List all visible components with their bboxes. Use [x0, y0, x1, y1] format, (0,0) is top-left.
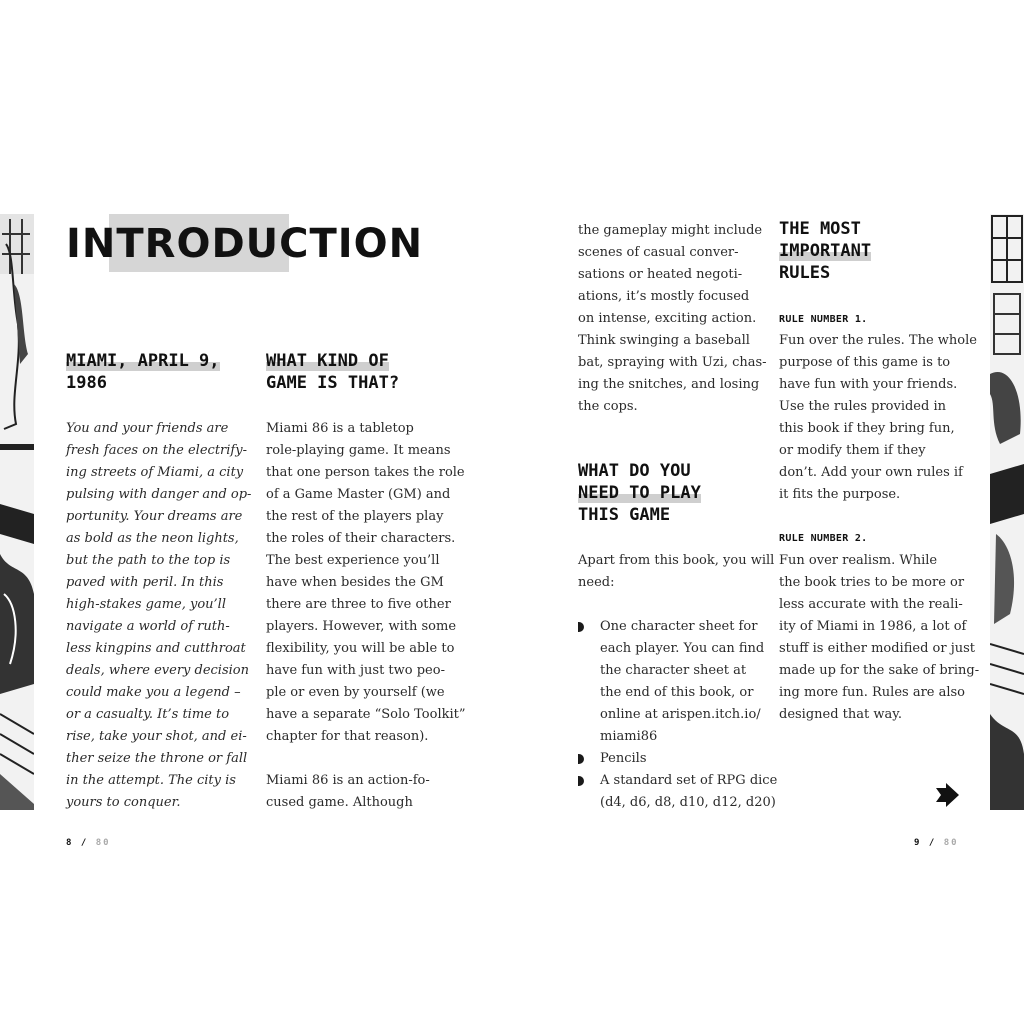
text-line: have fun with just two peo-	[266, 663, 445, 678]
text-line: Fun over the rules. The whole	[779, 333, 977, 348]
page-total: 80	[943, 838, 959, 848]
text-line: Miami 86 is a tabletop	[266, 421, 414, 436]
text-line: A standard set of RPG dice	[600, 773, 778, 788]
page-total: 80	[95, 838, 111, 848]
text-line: have fun with your friends.	[779, 377, 958, 392]
text-line: designed that way.	[779, 707, 903, 722]
heading-line: NEED TO PLAY	[578, 483, 701, 503]
text-line: One character sheet for	[600, 619, 758, 634]
text-line: online at arispen.itch.io/	[600, 707, 761, 722]
section-heading-most-important-rules	[779, 218, 871, 284]
text-line: made up for the sake of bring-	[779, 663, 980, 678]
heading-line: MIAMI, APRIL 9,	[66, 351, 220, 371]
page-number-right	[914, 838, 959, 848]
text-line: bat, spraying with Uzi, chas-	[578, 355, 767, 370]
text-line: the end of this book, or	[600, 685, 754, 700]
text-line: as bold as the neon lights,	[66, 531, 239, 546]
left-illustration	[0, 214, 34, 810]
rule-1-text	[779, 330, 977, 506]
rule-2-label: RULE NUMBER 2.	[779, 533, 868, 544]
text-line: don’t. Add your own rules if	[779, 465, 963, 480]
text-line: the character sheet at	[600, 663, 747, 678]
text-line: miami86	[600, 729, 658, 744]
arrow-right-icon[interactable]	[934, 782, 960, 808]
text-line: on intense, exciting action.	[578, 311, 757, 326]
text-line: there are three to five other	[266, 597, 451, 612]
text-line: (d4, d6, d8, d10, d12, d20)	[600, 795, 776, 810]
text-line: have a separate “Solo Toolkit”	[266, 707, 466, 722]
heading-line: RULES	[779, 263, 831, 283]
text-line: The best experience you’ll	[266, 553, 440, 568]
text-line: cused game. Although	[266, 795, 413, 810]
text-line: the rest of the players play	[266, 509, 444, 524]
text-line: stuff is either modified or just	[779, 641, 976, 656]
text-line: ing streets of Miami, a city	[66, 465, 244, 480]
text-line: or a casualty. It’s time to	[66, 707, 230, 722]
action-paragraph	[266, 770, 430, 814]
text-line: rise, take your shot, and ei-	[66, 729, 247, 744]
text-line: it fits the purpose.	[779, 487, 901, 502]
requirements-intro	[578, 550, 774, 594]
rule-1-label: RULE NUMBER 1.	[779, 314, 868, 325]
text-line: high-stakes game, you’ll	[66, 597, 226, 612]
text-line: the cops.	[578, 399, 638, 414]
bullet-icon	[578, 622, 584, 632]
list-item	[600, 616, 764, 748]
page-separator: /	[80, 838, 89, 848]
text-line: Pencils	[600, 751, 647, 766]
heading-line: WHAT DO YOU	[578, 461, 691, 481]
rule-2-text	[779, 550, 979, 726]
text-line: in the attempt. The city is	[66, 773, 236, 788]
text-line: ity of Miami in 1986, a lot of	[779, 619, 967, 634]
list-item	[600, 770, 777, 814]
page-number: 9	[914, 838, 922, 848]
text-line: could make you a legend –	[66, 685, 241, 700]
section-heading-what-kind	[266, 350, 399, 394]
text-line: the roles of their characters.	[266, 531, 456, 546]
text-line: paved with peril. In this	[66, 575, 224, 590]
text-line: portunity. Your dreams are	[66, 509, 243, 524]
bullet-icon	[578, 776, 584, 786]
text-line: or modify them if they	[779, 443, 926, 458]
text-line: of a Game Master (GM) and	[266, 487, 451, 502]
text-line: ther seize the throne or fall	[66, 751, 248, 766]
right-illustration	[990, 214, 1024, 810]
text-line: flexibility, you will be able to	[266, 641, 455, 656]
text-line: deals, where every decision	[66, 663, 249, 678]
heading-line: IMPORTANT	[779, 241, 872, 261]
heading-line: 1986	[66, 373, 107, 393]
heading-line: THE MOST	[779, 219, 861, 239]
heading-line: GAME IS THAT?	[266, 373, 400, 393]
text-line: ing the snitches, and losing	[578, 377, 760, 392]
bullet-icon	[578, 754, 584, 764]
text-line: fresh faces on the electrify-	[66, 443, 247, 458]
page-separator: /	[928, 838, 937, 848]
text-line: have when besides the GM	[266, 575, 444, 590]
text-line: navigate a world of ruth-	[66, 619, 230, 634]
text-line: Apart from this book, you will	[578, 553, 775, 568]
text-line: Fun over realism. While	[779, 553, 938, 568]
game-description-paragraph	[266, 418, 466, 748]
continued-paragraph	[578, 220, 767, 418]
text-line: players. However, with some	[266, 619, 457, 634]
text-line: ing more fun. Rules are also	[779, 685, 966, 700]
text-line: ations, it’s mostly focused	[578, 289, 750, 304]
text-line: You and your friends are	[66, 421, 229, 436]
text-line: this book if they bring fun,	[779, 421, 955, 436]
section-heading-miami	[66, 350, 220, 394]
text-line: sations or heated negoti-	[578, 267, 743, 282]
page-number: 8	[66, 838, 74, 848]
page-title: INTRODUCTION	[66, 221, 424, 267]
text-line: yours to conquer.	[66, 795, 181, 810]
list-item	[600, 748, 647, 770]
text-line: less kingpins and cutthroat	[66, 641, 246, 656]
text-line: but the path to the top is	[66, 553, 231, 568]
text-line: chapter for that reason).	[266, 729, 429, 744]
intro-paragraph	[66, 418, 251, 814]
text-line: purpose of this game is to	[779, 355, 951, 370]
text-line: pulsing with danger and op-	[66, 487, 252, 502]
text-line: less accurate with the reali-	[779, 597, 963, 612]
page-number-left	[66, 838, 111, 848]
text-line: the book tries to be more or	[779, 575, 965, 590]
heading-line: WHAT KIND OF	[266, 351, 389, 371]
heading-line: THIS GAME	[578, 505, 671, 525]
text-line: Use the rules provided in	[779, 399, 946, 414]
text-line: role-playing game. It means	[266, 443, 451, 458]
text-line: each player. You can find	[600, 641, 765, 656]
text-line: scenes of casual conver-	[578, 245, 739, 260]
text-line: the gameplay might include	[578, 223, 763, 238]
section-heading-what-do-you-need	[578, 460, 701, 526]
text-line: that one person takes the role	[266, 465, 465, 480]
text-line: Think swinging a baseball	[578, 333, 750, 348]
text-line: ple or even by yourself (we	[266, 685, 445, 700]
text-line: Miami 86 is an action-fo-	[266, 773, 430, 788]
text-line: need:	[578, 575, 615, 590]
